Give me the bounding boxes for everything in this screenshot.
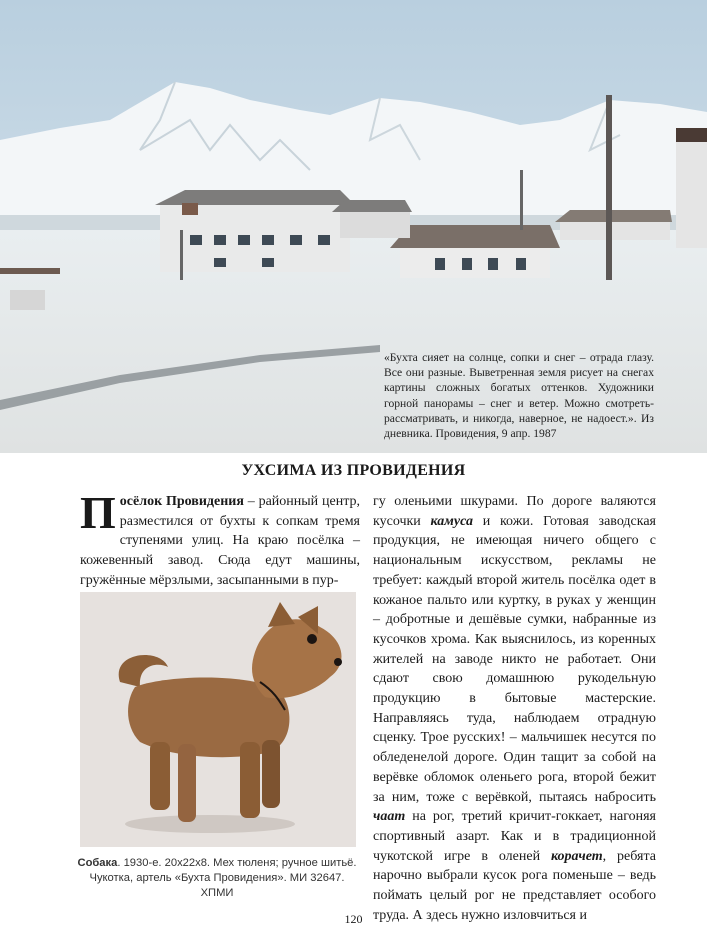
- article-title: УХСИМА ИЗ ПРОВИДЕНИЯ: [241, 462, 466, 479]
- right-text-3: на рог, третий кричит-гоккает, нагоняя спортивный азарт. Как и в традиционной чукотской игре в оленей: [373, 809, 656, 864]
- term-chaat: чаат: [373, 809, 406, 825]
- toy-caption-title: Собака: [77, 857, 118, 869]
- photo-caption: «Бухта сияет на солнце, сопки и снег – отрада глазу. Все они разные. Выветренная земля рисует на снегах картины сложных богатых оттенков. Художники горной панорамы – снег и ветер. Можно смотреть-рассматривать, и никогда, наверное, не надоест.». Из дневника. Провидения, 9 апр. 1987: [384, 351, 654, 441]
- lead-text: осёлок Провидения: [119, 494, 244, 509]
- toy-caption-text: . 1930-е. 20х22х8. Мех тюленя; ручное шитьё. Чукотка, артель «Бухта Провидения». МИ 32647. ХПМИ: [89, 857, 357, 899]
- toy-caption: [72, 856, 362, 901]
- drop-cap: П: [80, 487, 116, 538]
- page-number: 120: [344, 912, 363, 926]
- term-korachet: корачет: [550, 848, 603, 864]
- right-column: [373, 492, 656, 925]
- right-text-1: гу оленьими шкурами. По дороге валяются кусочки: [373, 494, 656, 529]
- left-column: [80, 487, 360, 591]
- toy-dog-photo: [80, 592, 356, 847]
- landscape-photo: [0, 0, 707, 453]
- right-text-4: , ребята нарочно выбрали кусок рога поменьше – ведь поймать целый рог не представляет особого труда. А здесь нужно изловчиться и: [373, 848, 656, 923]
- term-kamus: камуса: [430, 513, 473, 529]
- left-column-text: – районный центр, разместился от бухты к сопкам тремя ступенями улиц. На краю посёлка – кожевенный завод. Сюда едут машины, гружённые мёрзлыми, засыпанными в пур-: [80, 494, 360, 588]
- right-text-2: и кожи. Готовая заводская продукция, не имеющая ничего общего с национальным искусством, рекламы не требует: каждый второй житель посёлка одет в кожаное пальто или куртку, в руках у женщин – добротные и дешёвые сумки, набранные из кусочков хрома. Как выяснилось, из коренных жителей на заводе никто не работает. Они сдают свою домашнюю рукодельную продукцию в бытовые мастерские. Направляясь туда, наблюдаем отрадную сценку. Трое русских! – мальчишек несутся по обледенелой дороге. Один тащит за собой на верёвке обломок оленьего рога, второй бежит за ним, тоже с верёвкой, пытаясь набросить: [373, 513, 656, 805]
